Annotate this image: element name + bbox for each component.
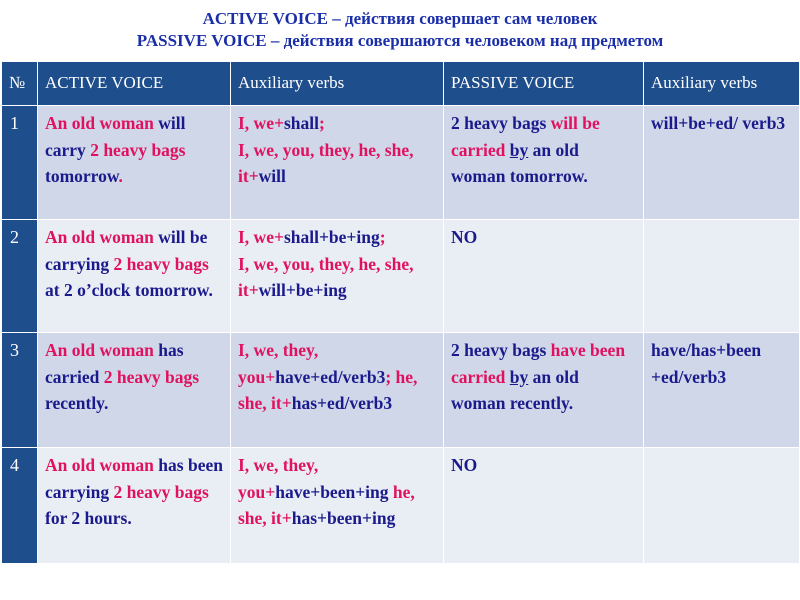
text-run: tomorrow [45, 166, 119, 186]
text-run: shall+be+ing [283, 227, 380, 247]
text-run: has+been+ing [291, 508, 396, 528]
text-run: an old woman tomorrow. [451, 139, 588, 186]
text-run: . [118, 166, 123, 186]
voice-table [1, 61, 800, 564]
text-run: 2 heavy bags [109, 481, 209, 502]
table-row [2, 333, 800, 448]
text-run: ; [379, 227, 386, 247]
text-run: recently. [45, 393, 109, 413]
passive-cell [444, 106, 644, 220]
aux2-cell [644, 220, 800, 333]
text-run: by [509, 139, 529, 160]
header-auxiliary-verbs-passive: Auxiliary verbs [644, 62, 800, 106]
text-run: will be carried [451, 113, 600, 160]
header-number: № [2, 62, 38, 106]
passive-cell [444, 333, 644, 448]
title-line-passive: PASSIVE VOICE – действия совершаются человеком над предметом [136, 31, 664, 50]
text-run: An old woman [45, 113, 159, 133]
text-run: 2 heavy bags [109, 253, 209, 274]
aux2-cell [644, 448, 800, 564]
active-cell [38, 333, 231, 448]
text-run: 2 heavy bags [451, 340, 551, 360]
slide-title [0, 8, 800, 52]
text-run: I, we+ [238, 227, 284, 247]
text-run: he, she, it+ [238, 366, 418, 413]
text-run: 2 heavy bags [99, 366, 200, 387]
row-number: 3 [2, 333, 38, 448]
text-run: An old woman [45, 455, 159, 475]
text-run: will+be+ed/ verb3 [651, 113, 786, 133]
text-run: will+be+ing [258, 280, 347, 300]
active-cell [38, 448, 231, 564]
text-run: will [258, 166, 286, 186]
text-run: at 2 o’clock tomorrow. [45, 280, 213, 300]
text-run: I, we, they, you+ [238, 340, 319, 387]
table-row [2, 106, 800, 220]
text-run: I, we+ [238, 113, 284, 133]
text-run: 2 heavy bags [85, 139, 186, 160]
text-run: has+ed/verb3 [291, 393, 393, 413]
aux2-cell [644, 106, 800, 220]
row-number: 4 [2, 448, 38, 564]
text-run: I, we, you, they, he, she, it+ [238, 253, 414, 300]
text-run: have+been+ing [275, 481, 389, 502]
aux-cell [231, 106, 444, 220]
title-line-active: ACTIVE VOICE – действия совершает сам человек [202, 9, 598, 28]
table-header-row [2, 62, 800, 106]
text-run: An old woman [45, 227, 159, 247]
aux2-cell [644, 333, 800, 448]
row-number: 2 [2, 220, 38, 333]
text-run: have been carried [451, 340, 626, 387]
text-run: NO [451, 227, 478, 247]
header-active-voice: ACTIVE VOICE [38, 62, 231, 106]
row-number: 1 [2, 106, 38, 220]
text-run: will be carrying [45, 227, 208, 274]
text-run: shall [283, 113, 319, 133]
active-cell [38, 106, 231, 220]
text-run: ; [318, 113, 325, 133]
aux-cell [231, 448, 444, 564]
text-run: NO [451, 455, 478, 475]
text-run: 2 heavy bags [451, 113, 551, 133]
header-auxiliary-verbs-active: Auxiliary verbs [231, 62, 444, 106]
text-run: by [509, 366, 529, 387]
table-row [2, 220, 800, 333]
header-passive-voice: PASSIVE VOICE [444, 62, 644, 106]
table-row [2, 448, 800, 564]
text-run: he, she, it+ [238, 481, 415, 528]
text-run: have/has+been +ed/verb3 [651, 340, 762, 387]
text-run: has carried [45, 340, 184, 387]
text-run: have+ed/verb3 [275, 366, 386, 387]
text-run: I, we, they, you+ [238, 455, 319, 502]
active-cell [38, 220, 231, 333]
aux-cell [231, 333, 444, 448]
text-run: I, we, you, they, he, she, it+ [238, 139, 414, 186]
text-run: will carry [45, 113, 186, 160]
text-run: An old woman [45, 340, 159, 360]
aux-cell [231, 220, 444, 333]
text-run: for 2 hours. [45, 508, 132, 528]
text-run: an old woman recently. [451, 366, 579, 413]
passive-cell [444, 220, 644, 333]
text-run: has been carrying [45, 455, 223, 502]
text-run: ; [385, 366, 392, 387]
passive-cell [444, 448, 644, 564]
